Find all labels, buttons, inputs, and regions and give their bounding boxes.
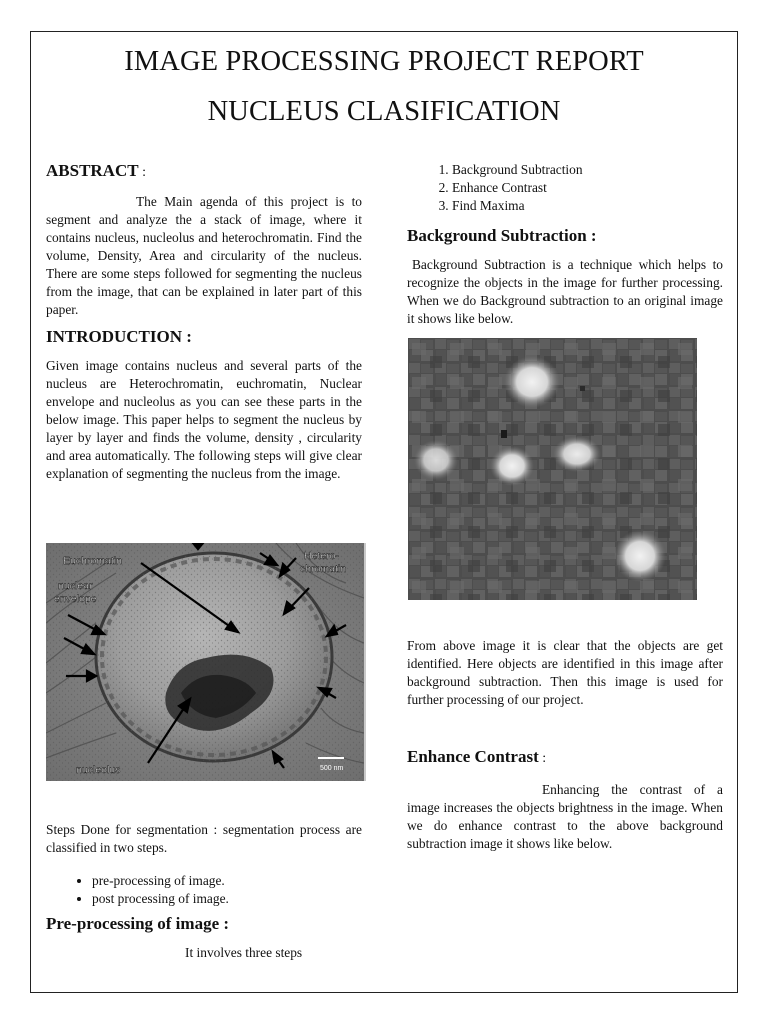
label-hetero-2: chromatin (300, 563, 347, 575)
bg-subtraction-body: Background Subtraction is a technique which helps to recognize the objects in the image for further processing. When we do Background subtraction to an original image it shows like below. (407, 257, 723, 326)
label-hetero-1: Hetero- (304, 550, 340, 562)
preprocessing-body: It involves three steps (185, 945, 303, 960)
nucleus-micrograph-figure (46, 543, 366, 781)
enhance-contrast-heading (407, 748, 723, 768)
enhance-contrast-section (407, 748, 723, 853)
label-nucleolus: nucleolus (76, 764, 121, 776)
title-line-1: IMAGE PROCESSING PROJECT REPORT (124, 46, 644, 77)
background-subtraction-figure (408, 338, 697, 600)
steps-bullet-list (46, 872, 362, 908)
after-figure2-section (407, 637, 723, 709)
steps-section (46, 821, 362, 908)
preprocessing-heading: Pre-processing of image : (46, 914, 230, 933)
numbered-item: 3. Find Maxima (452, 197, 723, 215)
label-nuclear: nuclear (58, 580, 93, 592)
introduction-heading: INTRODUCTION : (46, 327, 192, 346)
abstract-heading-text: ABSTRACT (46, 161, 139, 180)
numbered-item: 2. Enhance Contrast (452, 179, 723, 197)
label-envelope: envelope (54, 593, 97, 605)
enhance-contrast-body: Enhancing the contrast of a image increases the objects brightness in the image. When we do enhance contrast to the above background subtraction image it shows like below. (407, 782, 723, 851)
abstract-body: The Main agenda of this project is to segment and analyze the a stack of image, where it contains nucleus, nucleolus and heterochromatin. Find the volume, Density, Area and circularity of the nucleus. There are some steps followed for segmenting the nucleus from the image, that can be explained in later part of this paper. (46, 194, 362, 317)
title-line-2: NUCLEUS CLASIFICATION (207, 96, 561, 127)
nucleus-micrograph (46, 543, 364, 781)
abstract-section (46, 162, 362, 319)
numbered-item: 1. Background Subtraction (452, 161, 723, 179)
numbered-steps-section (407, 161, 723, 215)
bullet-item: • pre-processing of image. (92, 872, 362, 890)
abstract-heading-colon: : (138, 165, 146, 180)
bg-subtraction-heading: Background Subtraction : (407, 226, 597, 245)
background-subtraction-image (408, 338, 697, 600)
bullet-item: • post processing of image. (92, 890, 362, 908)
bg-subtraction-section (407, 227, 723, 328)
introduction-body: Given image contains nucleus and several parts of the nucleus are Heterochromatin, euchromatin, Nuclear envelope and nucleolus as you can see these parts in the below image. This paper helps to segment the nucleus by layer by layer and finds the volume, density , circularity and area automatically. The following steps will give clear explanation of segmenting the nucleus from the image. (46, 358, 362, 481)
after-figure2-body: From above image it is clear that the objects are get identified. Here objects are identified in this image after background subtraction. Then this image is used for further processing of our project. (407, 638, 723, 707)
label-euchromatin: Euchromatin (63, 555, 122, 567)
enhance-contrast-heading-colon: : (538, 751, 547, 766)
steps-intro: Steps Done for segmentation : segmentation process are classified in two steps. (46, 822, 362, 855)
numbered-steps-list (407, 161, 723, 215)
introduction-section (46, 328, 362, 483)
preprocessing-section (46, 915, 362, 962)
abstract-heading (46, 162, 362, 182)
enhance-contrast-heading-text: Enhance Contrast (407, 747, 539, 766)
label-scale: 500 nm (320, 765, 344, 772)
